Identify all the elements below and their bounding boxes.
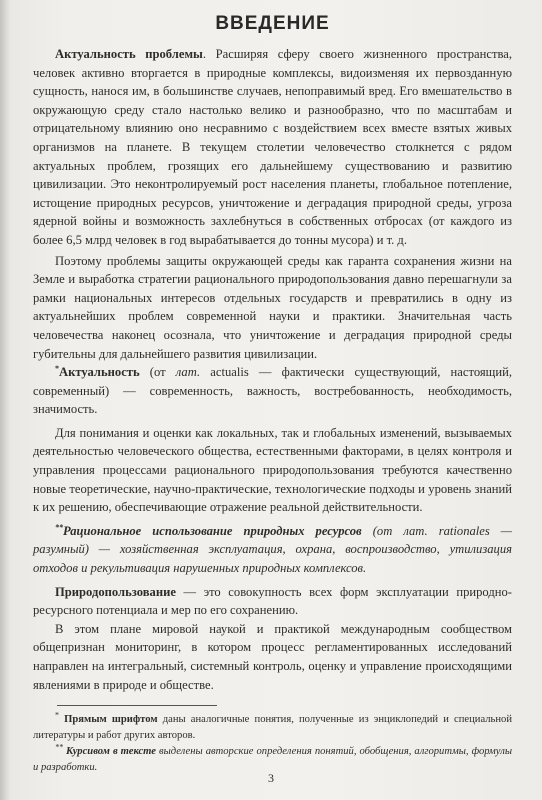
footnote-2-text: выделены авторские определения понятий, обобщения, алгоритмы, формулы и разработки. <box>33 746 513 773</box>
definition-nature-management <box>33 583 512 620</box>
page-number: 3 <box>268 771 274 785</box>
footnote-divider <box>57 705 217 706</box>
definition-relevance <box>33 363 512 419</box>
term-relevance: Актуальность <box>59 365 140 380</box>
definition-relevance-lang: лат. <box>175 365 201 380</box>
paragraph-understanding-changes <box>33 424 512 517</box>
footnote-mark-double: ** <box>55 522 63 532</box>
definition-rational-use <box>33 522 512 578</box>
footnote-1 <box>33 712 512 744</box>
term-relevance-of-problem: Актуальность проблемы <box>55 47 203 61</box>
definition-rational-use-text: (от лат. rationales — разумный) — хозяйственная эксплуатация, охрана, воспроизводство, утилизация отходов и рекультивация нарушенных природных комплексов. <box>33 523 512 576</box>
chapter-title: ВВЕДЕНИЕ <box>215 13 330 34</box>
footnote-2-mark: ** <box>55 742 63 752</box>
paragraph-monitoring <box>33 620 512 694</box>
definition-nature-management-text: — это совокупность всех форм эксплуатации природно-ресурсного потенциала и мер по его сохранению. <box>33 584 512 618</box>
term-nature-management: Природопользование <box>55 584 176 599</box>
footnote-1-text: даны аналогичные понятия, полученные из энциклопедий и специальной литературы и работ других авторов. <box>33 714 513 741</box>
definition-relevance-open: (от <box>139 365 176 380</box>
footnote-2-term: Курсивом в тексте <box>66 746 156 757</box>
footnotes <box>33 712 512 776</box>
footnote-1-term: Прямым шрифтом <box>64 714 158 725</box>
paragraph-monitoring-text: В этом плане мировой наукой и практикой международным сообществом общепризнан мониторинг, в котором процесс регламентированных исследований направлен на интегральный, системный контроль, оценку и управление происходящими явлениями в природе и обществе. <box>33 621 512 692</box>
footnote-mark-single: * <box>55 363 59 373</box>
paragraph-relevance <box>33 45 512 250</box>
paragraph-relevance-text: . Расширяя сферу своего жизненного пространства, человек активно вторгается в природные комплексы, видоизменяя их первозданную сущность, нанося им, в большинстве случаев, непоправимый вред. Его вмешательство в окружающую среду стало настолько велико и разнообразно, что по масштабам и отрицательному влиянию оно несравнимо с воздействием всех вместе взятых живых организмов на планете. В текущем столетии человечество столкнется с рядом актуальных проблем, грозящих его дальнейшему существованию и развитию цивилизации. Это неконтролируемый рост населения планеты, глобальное потепление, истощение природных ресурсов, уничтожение и деградация природной среды, угроза ядерной войны и возможность захлебнуться в собственных отбросах (от каждого из более 6,5 млрд человек в год вырабатывается до тонны мусора) и т. д. <box>33 47 512 247</box>
footnote-1-mark: * <box>55 710 59 720</box>
term-rational-use: Рациональное использование природных ресурсов <box>63 523 362 538</box>
page-spine-shadow <box>0 0 10 800</box>
definition-relevance-text: actualis — фактически существующий, настоящий, современный) — современность, важность, востребованность, необходимость, значимость. <box>33 365 512 417</box>
paragraph-understanding-changes-text: Для понимания и оценки как локальных, так и глобальных изменений, вызываемых деятельностью человеческого общества, естественными факторами, в целях контроля и управления процессами рационального природопользования требуются качественно новые теоретические, научно-практические, технологические подходы и уровень знаний к их решению, обеспечивающие отражение реальной действительности. <box>33 425 512 515</box>
paragraph-environment-protection-text: Поэтому проблемы защиты окружающей среды как гаранта сохранения жизни на Земле и выработка стратегии рационального природопользования давно перешагнули за рамки национальных интересов отдельных государств и превратились в одну из актуальнейших проблем современной науки и практики. Значительная часть человечества наконец осознала, что уничтожение и деградация природной среды губительны для дальнейшего развития цивилизации. <box>33 253 512 361</box>
paragraph-environment-protection <box>33 252 512 364</box>
main-text <box>33 12 512 694</box>
